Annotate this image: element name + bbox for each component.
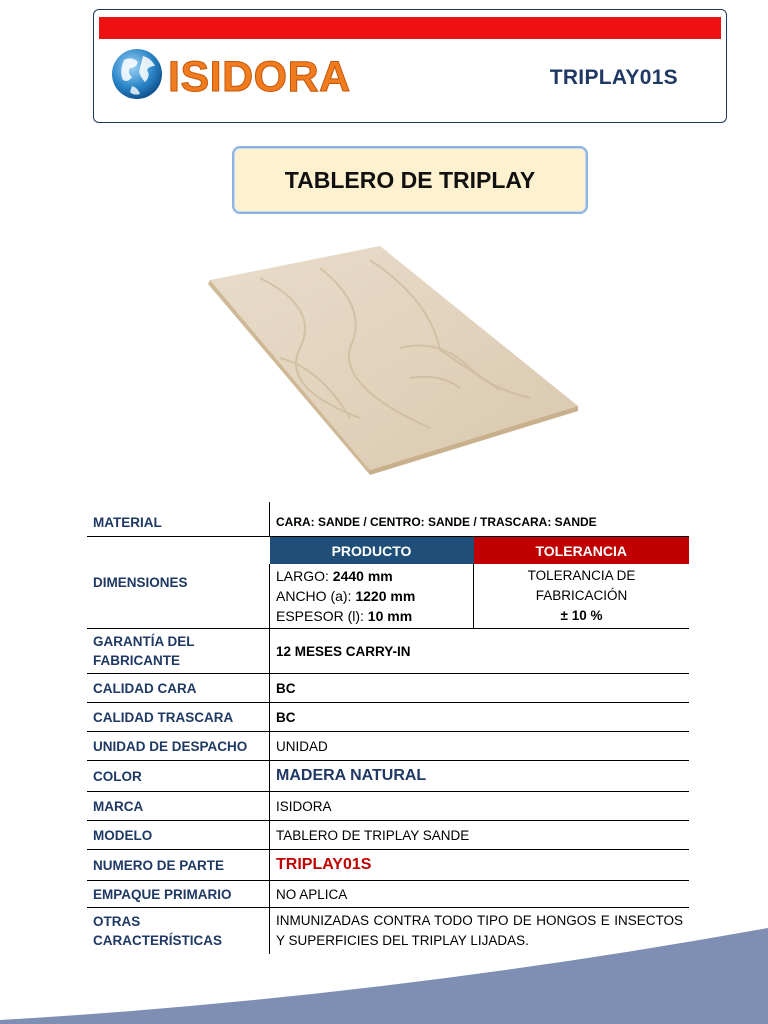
row-marca <box>87 792 689 821</box>
ancho-label: ANCHO (a): <box>276 588 356 604</box>
calidad-cara-value: BC <box>270 674 690 703</box>
dimensiones-value <box>270 564 474 629</box>
isidora-logo <box>110 46 360 102</box>
marca-value: ISIDORA <box>270 792 690 821</box>
svg-text:ISIDORA: ISIDORA <box>168 53 351 101</box>
row-calidad-trascara <box>87 703 689 732</box>
material-label: MATERIAL <box>87 502 270 537</box>
numero-parte-value: TRIPLAY01S <box>270 850 690 881</box>
garantia-label-line1: GARANTÍA DEL <box>93 634 195 649</box>
footer-decoration <box>0 928 768 1024</box>
tolerancia-value <box>474 564 690 629</box>
row-empaque <box>87 881 689 908</box>
empaque-label: EMPAQUE PRIMARIO <box>87 881 270 908</box>
col-producto: PRODUCTO <box>270 537 474 565</box>
tolerancia-line1: TOLERANCIA DE <box>527 568 636 583</box>
ancho-value: 1220 mm <box>355 588 416 604</box>
unidad-despacho-label: UNIDAD DE DESPACHO <box>87 732 270 761</box>
row-modelo <box>87 821 689 850</box>
garantia-label-line2: FABRICANTE <box>93 653 180 668</box>
row-numero-parte <box>87 850 689 881</box>
material-value: CARA: SANDE / CENTRO: SANDE / TRASCARA: SANDE <box>270 502 690 537</box>
garantia-value: 12 MESES CARRY-IN <box>270 629 690 674</box>
calidad-trascara-value: BC <box>270 703 690 732</box>
col-tolerancia: TOLERANCIA <box>474 537 690 565</box>
dimensiones-label: DIMENSIONES <box>87 537 270 629</box>
row-unidad-despacho <box>87 732 689 761</box>
marca-label: MARCA <box>87 792 270 821</box>
espesor-value: 10 mm <box>367 608 413 624</box>
empaque-value: NO APLICA <box>270 881 690 908</box>
header-red-bar <box>99 17 721 39</box>
title-box <box>232 146 588 214</box>
unidad-despacho-value: UNIDAD <box>270 732 690 761</box>
globe-icon <box>112 49 162 99</box>
tolerancia-line3: ± 10 % <box>560 608 603 623</box>
tolerancia-line2: FABRICACIÓN <box>535 588 628 603</box>
row-color <box>87 761 689 792</box>
otras-label-line1: OTRAS <box>93 914 141 929</box>
calidad-cara-label: CALIDAD CARA <box>87 674 270 703</box>
espesor-label: ESPESOR (l): <box>276 608 368 624</box>
modelo-value: TABLERO DE TRIPLAY SANDE <box>270 821 690 850</box>
color-value: MADERA NATURAL <box>270 761 690 792</box>
largo-label: LARGO: <box>276 568 333 584</box>
calidad-trascara-label: CALIDAD TRASCARA <box>87 703 270 732</box>
row-garantia <box>87 629 689 674</box>
numero-parte-label: NUMERO DE PARTE <box>87 850 270 881</box>
row-material <box>87 502 689 537</box>
page-title: TABLERO DE TRIPLAY <box>284 166 536 193</box>
color-label: COLOR <box>87 761 270 792</box>
spec-table <box>87 502 689 954</box>
header-box <box>93 9 727 123</box>
otras-value: INMUNIZADAS CONTRA TODO TIPO DE HONGOS E INSECTOS Y SUPERFICIES DEL TRIPLAY LIJADAS. <box>270 908 690 955</box>
garantia-label <box>87 629 270 674</box>
plywood-board-image <box>200 238 590 478</box>
row-calidad-cara <box>87 674 689 703</box>
otras-label-line2: CARACTERÍSTICAS <box>93 933 223 948</box>
document-code: TRIPLAY01S <box>549 66 678 89</box>
largo-value: 2440 mm <box>332 568 393 584</box>
modelo-label: MODELO <box>87 821 270 850</box>
row-dimensiones-header <box>87 537 689 565</box>
